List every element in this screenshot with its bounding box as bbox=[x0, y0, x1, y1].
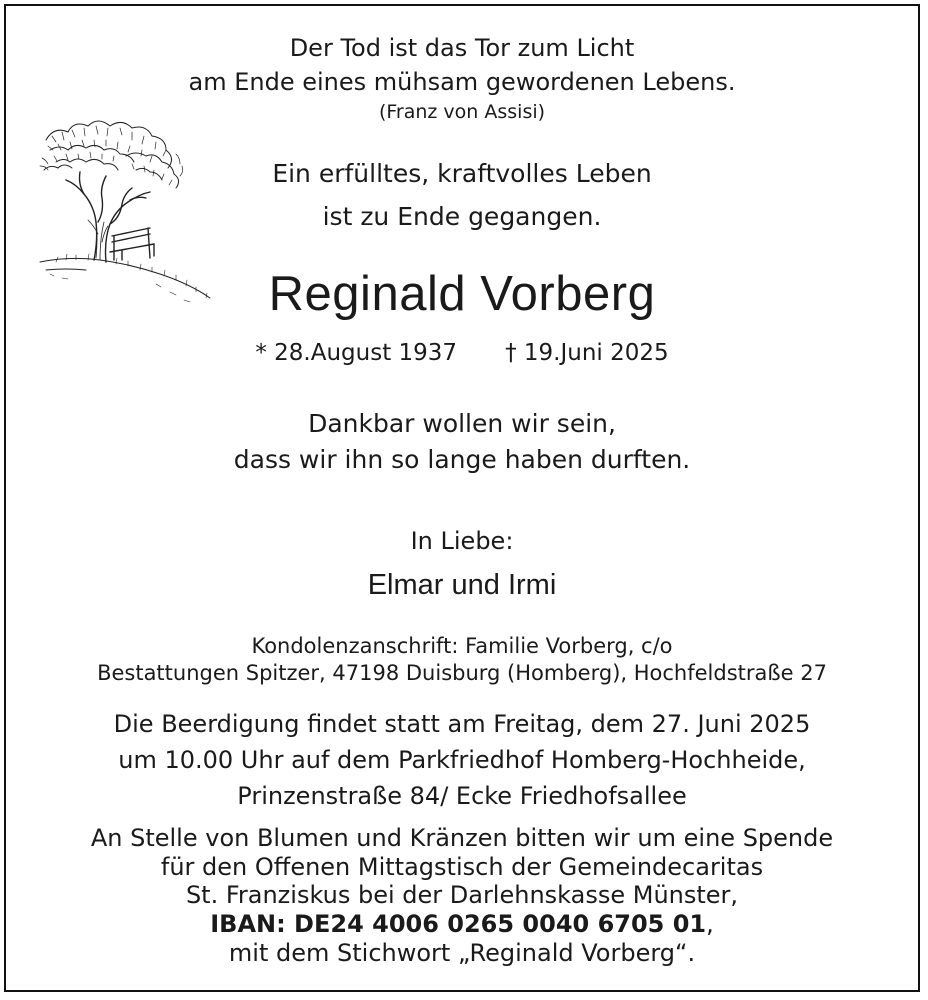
funeral-line-2: um 10.00 Uhr auf dem Parkfriedhof Homberg-Hochheide, bbox=[118, 746, 806, 774]
gratitude-line-2: dass wir ihn so lange haben durften. bbox=[233, 445, 691, 474]
death-date: † 19.Juni 2025 bbox=[505, 340, 669, 366]
intro-line-2: ist zu Ende gegangen. bbox=[322, 202, 602, 231]
donation-line-3: St. Franziskus bei der Darlehnskasse Münster, bbox=[185, 881, 739, 909]
funeral-line-3: Prinzenstraße 84/ Ecke Friedhofsallee bbox=[237, 782, 687, 810]
donation-line-1: An Stelle von Blumen und Kränzen bitten wir um eine Spende bbox=[90, 824, 834, 852]
quote-line-1: Der Tod ist das Tor zum Licht bbox=[289, 34, 635, 62]
birth-date: * 28.August 1937 bbox=[255, 340, 458, 366]
signature-names: Elmar und Irmi bbox=[367, 569, 557, 601]
quote-line-2: am Ende eines mühsam gewordenen Lebens. bbox=[188, 68, 736, 96]
signature-intro: In Liebe: bbox=[410, 527, 514, 555]
iban: IBAN: DE24 4006 0265 0040 6705 01 bbox=[210, 910, 707, 938]
life-dates bbox=[0, 340, 924, 366]
deceased-name: Reginald Vorberg bbox=[268, 267, 656, 321]
condolence-line-1: Kondolenzanschrift: Familie Vorberg, c/o bbox=[251, 634, 673, 658]
donation-line-2: für den Offenen Mittagstisch der Gemeindecaritas bbox=[160, 853, 764, 881]
gratitude-line-1: Dankbar wollen wir sein, bbox=[308, 409, 616, 438]
donation-keyword-line: mit dem Stichwort „Reginald Vorberg“. bbox=[228, 939, 696, 967]
funeral-line-1: Die Beerdigung findet statt am Freitag, dem 27. Juni 2025 bbox=[113, 710, 811, 738]
quote-source: (Franz von Assisi) bbox=[378, 101, 546, 123]
intro-line-1: Ein erfülltes, kraftvolles Leben bbox=[272, 159, 652, 188]
condolence-line-2: Bestattungen Spitzer, 47198 Duisburg (Homberg), Hochfeldstraße 27 bbox=[97, 661, 827, 685]
donation-iban-line bbox=[0, 910, 924, 938]
iban-suffix: , bbox=[706, 910, 714, 938]
